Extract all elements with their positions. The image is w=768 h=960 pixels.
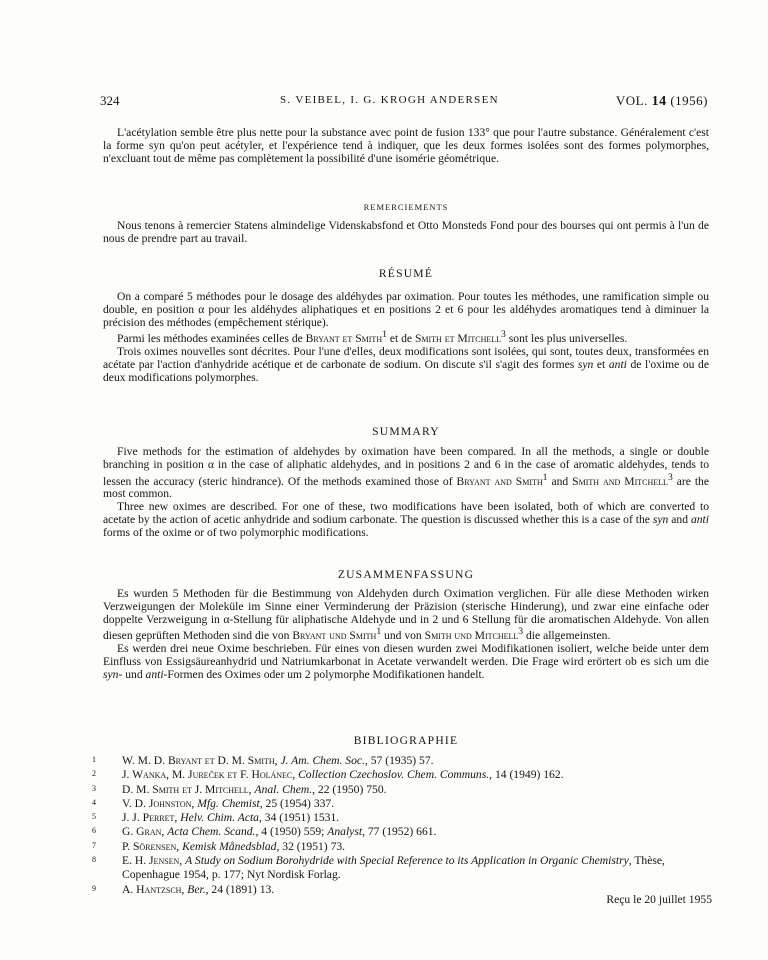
intro-paragraph: L'acétylation semble être plus nette pour la substance avec point de fusion 133° que pour l'autre substance. Généralement c'est la forme syn qu'on peut acétyler, et l'expérience tend à indiquer, que les deux formes isolées sont des formes polymorphes, n'excluant tout de même pas complètement la possibilité d'une isomérie géométrique.: [103, 126, 709, 165]
zusammenfassung-block: [103, 588, 709, 681]
reference-item: 9 A. Hantzsch, Ber., 24 (1891) 13.: [92, 882, 275, 896]
zusammenfassung-heading: ZUSAMMENFASSUNG: [337, 568, 475, 581]
summary-heading: SUMMARY: [372, 425, 440, 438]
remerciements-heading: REMERCIEMENTS: [363, 202, 449, 212]
resume-heading: RÉSUMÉ: [378, 267, 434, 280]
volume-year: (1956): [670, 93, 708, 108]
reference-item: 2 J. Wanka, M. Jureček et F. Holánec, Collection Czechoslov. Chem. Communs., 14 (1949) 162.: [92, 768, 564, 782]
zusammenfassung-paragraph-2: Es werden drei neue Oxime beschrieben. Für eines von diesen wurden zwei Modifikationen isoliert, welche beide unter dem Einfluss von Essigsäureanhydrid und Natriumkarbonat in Acetate verwandelt werden. Die Frage wird erörtert ob es sich um die syn- und anti-Formen des Oximes oder um 2 polymorphe Modifikationen handelt.: [103, 642, 709, 681]
citation-author: Bryant und Smith: [292, 629, 377, 643]
summary-block: [103, 446, 709, 539]
resume-paragraph-3: Trois oximes nouvelles sont décrites. Pour l'une d'elles, deux modifications sont isolées, qui sont, toutes deux, transformées en acétate par l'action d'anhydride acétique et de carbonate de sodium. On discute s'il s'agit des formes syn et anti de l'oxime ou de deux modifications polymorphes.: [103, 345, 710, 384]
citation-author: Smith et Mitchell: [414, 332, 502, 346]
citation-author: Bryant et Smith: [305, 332, 383, 346]
remerciements-block: [103, 220, 709, 246]
zusammenfassung-paragraph-1: Es wurden 5 Methoden für die Bestimmung von Aldehyden durch Oximation verglichen. Für alle diese Methoden wirken Verzweigungen der Moleküle im Sinne einer Verminderung der Präzision (sterische Hinderung), und zwar eine einfache oder doppelte Verzweigung in α-Stellung für aliphatische Aldehyde und in 2 und 6 Stellung für die aromatischen Aldehyde. Von allen diesen geprüften Methoden sind die von Bryant und Smith$^1$ und von Smith und Mitchell$^3$ die allgemeinsten.: [103, 587, 709, 643]
citation-author: Smith und Mitchell: [424, 629, 519, 643]
reference-item: 1 W. M. D. Bryant et D. M. Smith, J. Am. Chem. Soc., 57 (1935) 57.: [92, 754, 434, 767]
bibliography-heading: BIBLIOGRAPHIE: [353, 734, 459, 747]
reference-item: 4 V. D. Johnston, Mfg. Chemist, 25 (1954) 337.: [92, 796, 335, 810]
resume-block: [103, 291, 709, 384]
summary-paragraph-1: Five methods for the estimation of aldehydes by oximation have been compared. In all the methods, a single or double branching in position α in the case of aliphatic aldehydes, and in positions 2 and 6 in the case of aromatic aldehydes, tends to lessen the accuracy (steric hindrance). Of the methods examined those of Bryant and Smith$^1$ and Smith and Mitchell$^3$ are the most common.: [103, 445, 709, 501]
volume-number: 14: [651, 94, 667, 109]
volume-info: [616, 93, 708, 110]
page-number: 324: [100, 93, 120, 108]
resume-paragraph-1: On a comparé 5 méthodes pour le dosage des aldéhydes par oximation. Pour toutes les méthodes, une ramification simple ou double, en position α pour les aldéhydes aliphatiques et en positions 2 et 6 pour les aldéhydes aromatiques tend à diminuer la précision des méthodes (empêchement stérique).: [103, 290, 709, 329]
intro-paragraph-block: [103, 127, 709, 165]
reference-item: 7 P. Sörensen, Kemisk Månedsblad, 32 (1951) 73.: [92, 839, 346, 853]
citation-author: Smith and Mitchell: [572, 474, 668, 488]
reference-item: 6 G. Gran, Acta Chem. Scand., 4 (1950) 559; Analyst, 77 (1952) 661.: [92, 825, 437, 839]
running-header: [100, 93, 712, 111]
resume-paragraph-2: Parmi les méthodes examinées celles de Bryant et Smith$^1$ et de Smith et Mitchell$^3$ sont les plus universelles.: [117, 329, 628, 346]
received-date: Reçu le 20 juillet 1955: [606, 893, 712, 906]
reference-item: 8 E. H. Jensen, A Study on Sodium Borohydride with Special Reference to its Application in Organic Chemistry, Thèse, Copenhague 1954, p. 177; Nyt Nordisk Forlag.: [92, 854, 665, 882]
citation-author: Bryant and Smith: [456, 474, 543, 488]
reference-item: 3 D. M. Smith et J. Mitchell, Anal. Chem., 22 (1950) 750.: [92, 782, 387, 796]
bibliography-list: [92, 754, 732, 897]
summary-paragraph-2: Three new oximes are described. For one of these, two modifications have been isolated, both of which are converted to acetate by the action of acetic anhydride and sodium carbonate. The question is discussed whether this is a case of the syn and anti forms of the oxime or of two polymorphic modifications.: [103, 500, 709, 539]
volume-prefix: VOL.: [615, 93, 648, 108]
running-authors: S. VEIBEL, I. G. KROGH ANDERSEN: [280, 94, 499, 106]
reference-item: 5 J. J. Perret, Helv. Chim. Acta, 34 (1951) 1531.: [92, 811, 340, 825]
remerciements-text: Nous tenons à remercier Statens almindelige Videnskabsfond et Otto Monsteds Fond pour des bourses qui ont permis à l'un de nous de prendre part au travail.: [103, 219, 709, 245]
